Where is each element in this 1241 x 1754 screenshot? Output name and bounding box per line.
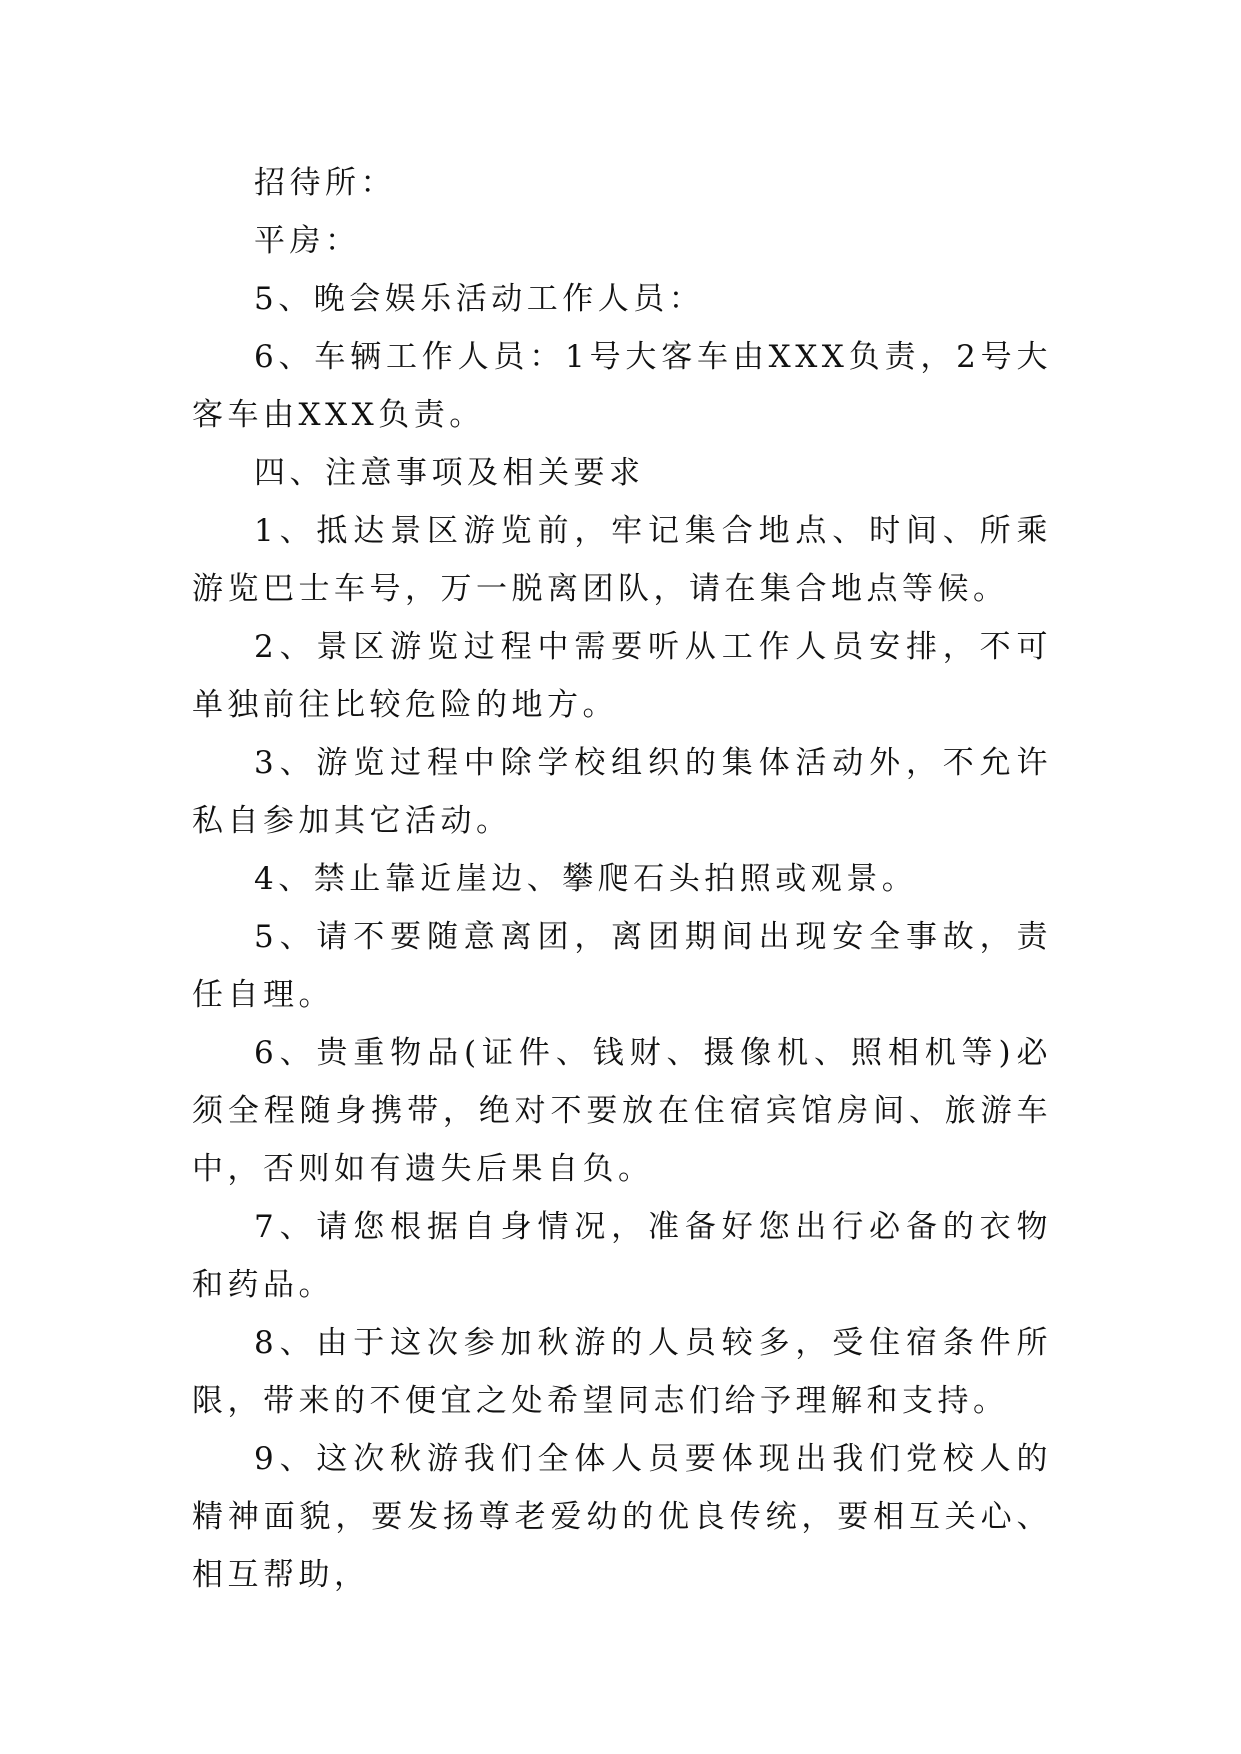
note-item-9: 9、这次秋游我们全体人员要体现出我们党校人的精神面貌，要发扬尊老爱幼的优良传统，要相互关心、相互帮助，	[192, 1441, 1052, 1593]
note-item-7: 7、请您根据自身情况，准备好您出行必备的衣物和药品。	[192, 1209, 1052, 1303]
section-heading-notes: 四、注意事项及相关要求	[254, 455, 645, 491]
note-item-5: 5、请不要随意离团，离团期间出现安全事故，责任自理。	[192, 919, 1052, 1013]
note-item-1: 1、抵达景区游览前，牢记集合地点、时间、所乘游览巴士车号，万一脱离团队，请在集合地点等候。	[192, 513, 1052, 607]
note-item-6: 6、贵重物品(证件、钱财、摄像机、照相机等)必须全程随身携带，绝对不要放在住宿宾馆房间、旅游车中，否则如有遗失后果自负。	[192, 1035, 1052, 1187]
note-item-2: 2、景区游览过程中需要听从工作人员安排，不可单独前往比较危险的地方。	[192, 629, 1052, 723]
paragraph-vehicle-staff: 6、车辆工作人员：1号大客车由XXX负责，2号大客车由XXX负责。	[192, 339, 1052, 433]
paragraph-reception: 招待所：	[254, 165, 396, 201]
document-body	[192, 154, 1052, 1604]
note-item-3: 3、游览过程中除学校组织的集体活动外，不允许私自参加其它活动。	[192, 745, 1052, 839]
note-item-4: 4、禁止靠近崖边、攀爬石头拍照或观景。	[254, 861, 918, 897]
paragraph-evening-staff: 5、晚会娱乐活动工作人员：	[254, 281, 705, 317]
note-item-8: 8、由于这次参加秋游的人员较多，受住宿条件所限，带来的不便宜之处希望同志们给予理解和支持。	[192, 1325, 1052, 1419]
paragraph-bungalow: 平房：	[254, 223, 361, 259]
